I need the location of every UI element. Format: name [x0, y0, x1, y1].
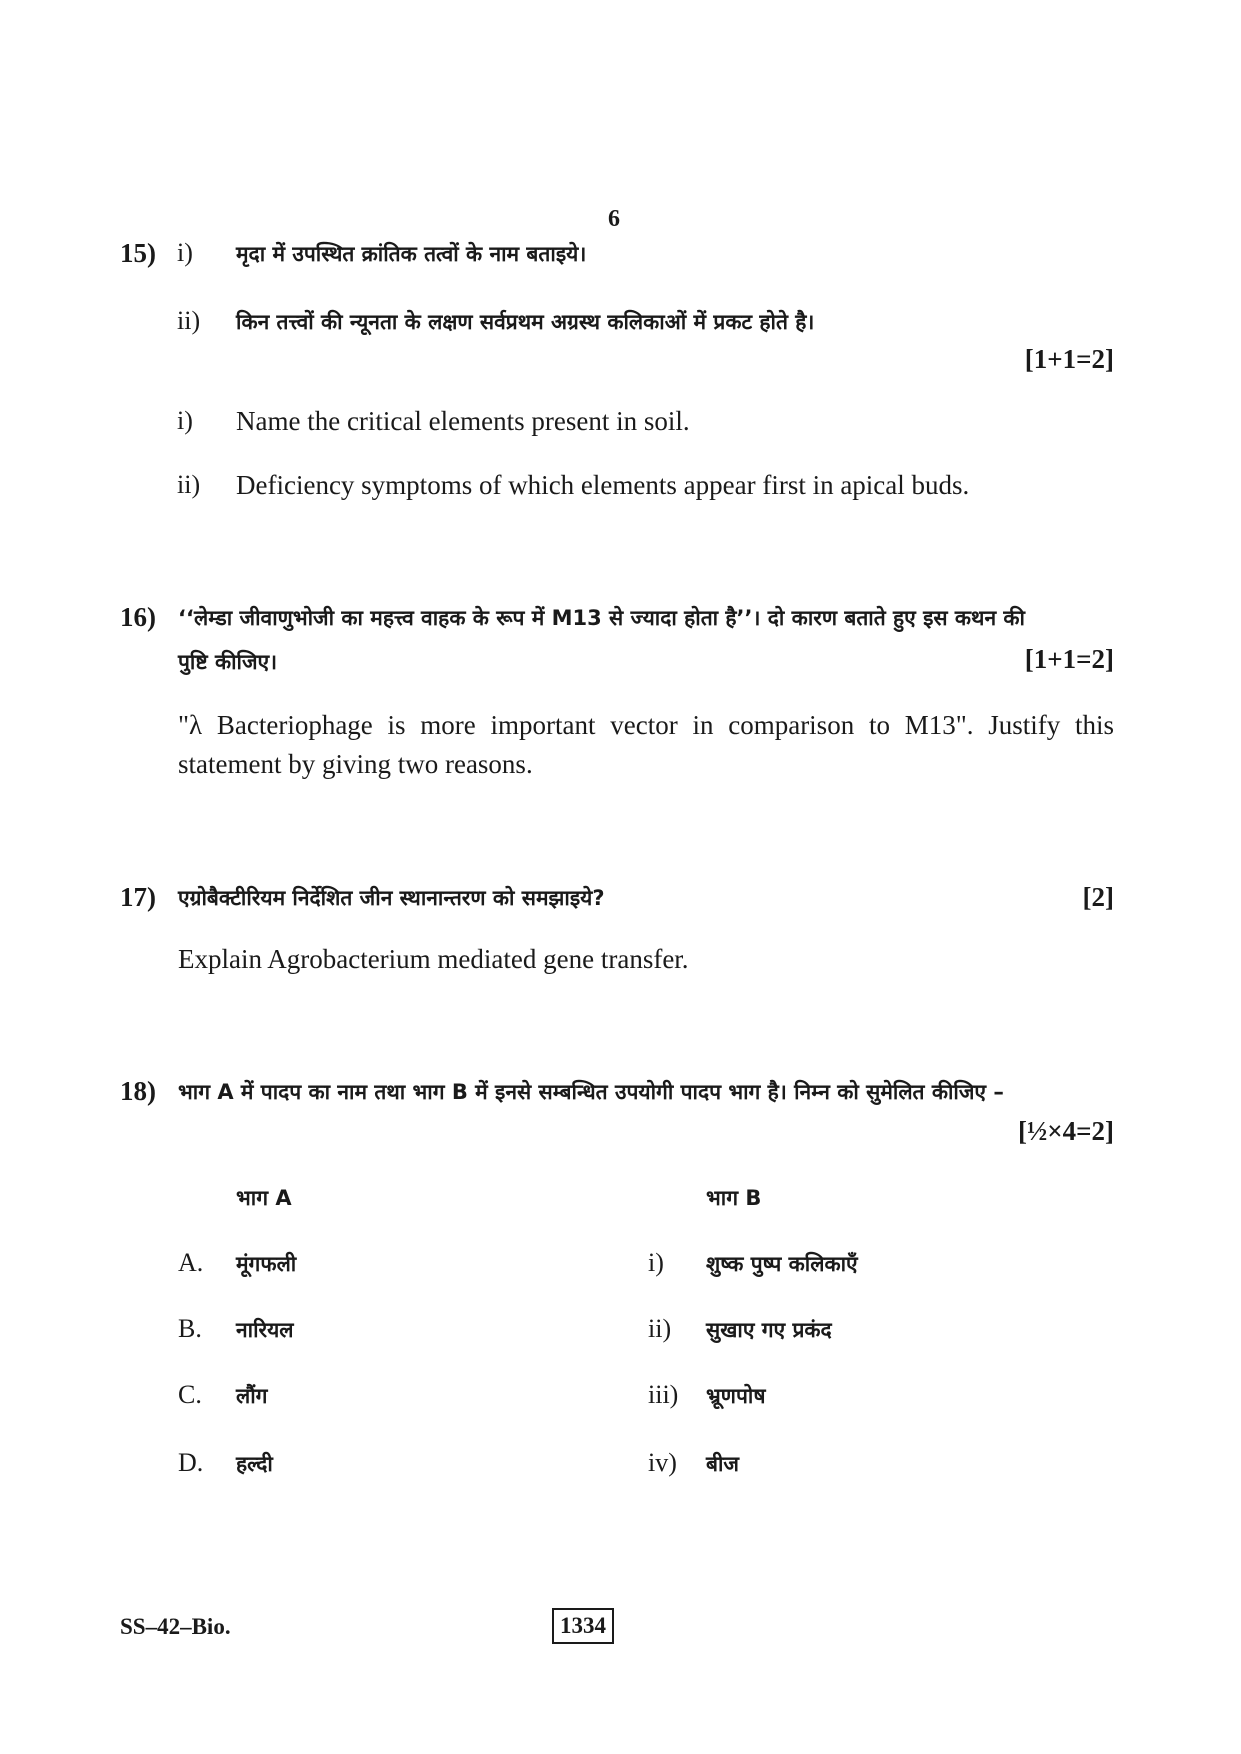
question-text-english: Name the critical elements present in soil. [236, 406, 690, 436]
match-label-a: B. [178, 1314, 202, 1343]
question-text-hindi: भाग A में पादप का नाम तथा भाग B में इनसे सम्बन्धित उपयोगी पादप भाग है। निम्न को सुमेलित कीजिए – [178, 1080, 1004, 1104]
marks: [2] [1082, 882, 1114, 912]
question-text-english: Explain Agrobacterium mediated gene transfer. [178, 944, 689, 974]
match-label-a: A. [178, 1248, 204, 1277]
sub-label: i) [177, 238, 193, 267]
match-item-b: शुष्क पुष्प कलिकाएँ [706, 1252, 858, 1276]
question-number: 16) [120, 602, 156, 632]
match-item-a: लौंग [236, 1384, 268, 1408]
column-a-header: भाग A [236, 1186, 292, 1210]
match-label-b: iii) [648, 1380, 679, 1409]
question-text-hindi: एग्रोबैक्टीरियम निर्देशित जीन स्थानान्तरण को समझाइये? [178, 886, 605, 910]
marks: [1+1=2] [1024, 344, 1114, 374]
question-number: 17) [120, 882, 156, 912]
question-text-hindi: मृदा में उपस्थित क्रांतिक तत्वों के नाम बताइये। [236, 242, 587, 266]
sub-label: ii) [177, 306, 201, 335]
question-number: 15) [120, 238, 156, 268]
column-b-header: भाग B [706, 1186, 762, 1210]
paper-code: SS–42–Bio. [120, 1614, 231, 1639]
page-number: 6 [608, 206, 620, 232]
match-label-b: iv) [648, 1448, 677, 1477]
question-number: 18) [120, 1076, 156, 1106]
sub-label: i) [177, 406, 193, 435]
question-text-english: Deficiency symptoms of which elements appear first in apical buds. [236, 470, 970, 500]
match-label-a: C. [178, 1380, 202, 1409]
match-label-b: i) [648, 1248, 664, 1277]
question-text-hindi: किन तत्त्वों की न्यूनता के लक्षण सर्वप्रथम अग्रस्थ कलिकाओं में प्रकट होते है। [236, 310, 815, 334]
question-text-hindi: पुष्टि कीजिए। [178, 650, 278, 674]
match-label-b: ii) [648, 1314, 672, 1343]
match-item-b: सुखाए गए प्रकंद [706, 1318, 832, 1342]
marks: [1+1=2] [1024, 644, 1114, 674]
footer-code-box: 1334 [552, 1608, 614, 1644]
match-item-a: हल्दी [236, 1452, 273, 1476]
match-label-a: D. [178, 1448, 204, 1477]
match-item-a: नारियल [236, 1318, 294, 1342]
marks: [½×4=2] [1017, 1116, 1114, 1146]
sub-label: ii) [177, 470, 201, 499]
question-text-english: "λ Bacteriophage is more important vector in comparison to M13". Justify this statement by giving two reasons. [178, 710, 1114, 779]
question-text-hindi: ‘‘लेम्डा जीवाणुभोजी का महत्त्व वाहक के रूप में M13 से ज्यादा होता है’’। दो कारण बताते हुए इस कथन की [178, 606, 1025, 630]
match-item-b: बीज [706, 1452, 740, 1476]
match-item-b: भ्रूणपोष [706, 1384, 766, 1408]
match-item-a: मूंगफली [236, 1252, 297, 1276]
